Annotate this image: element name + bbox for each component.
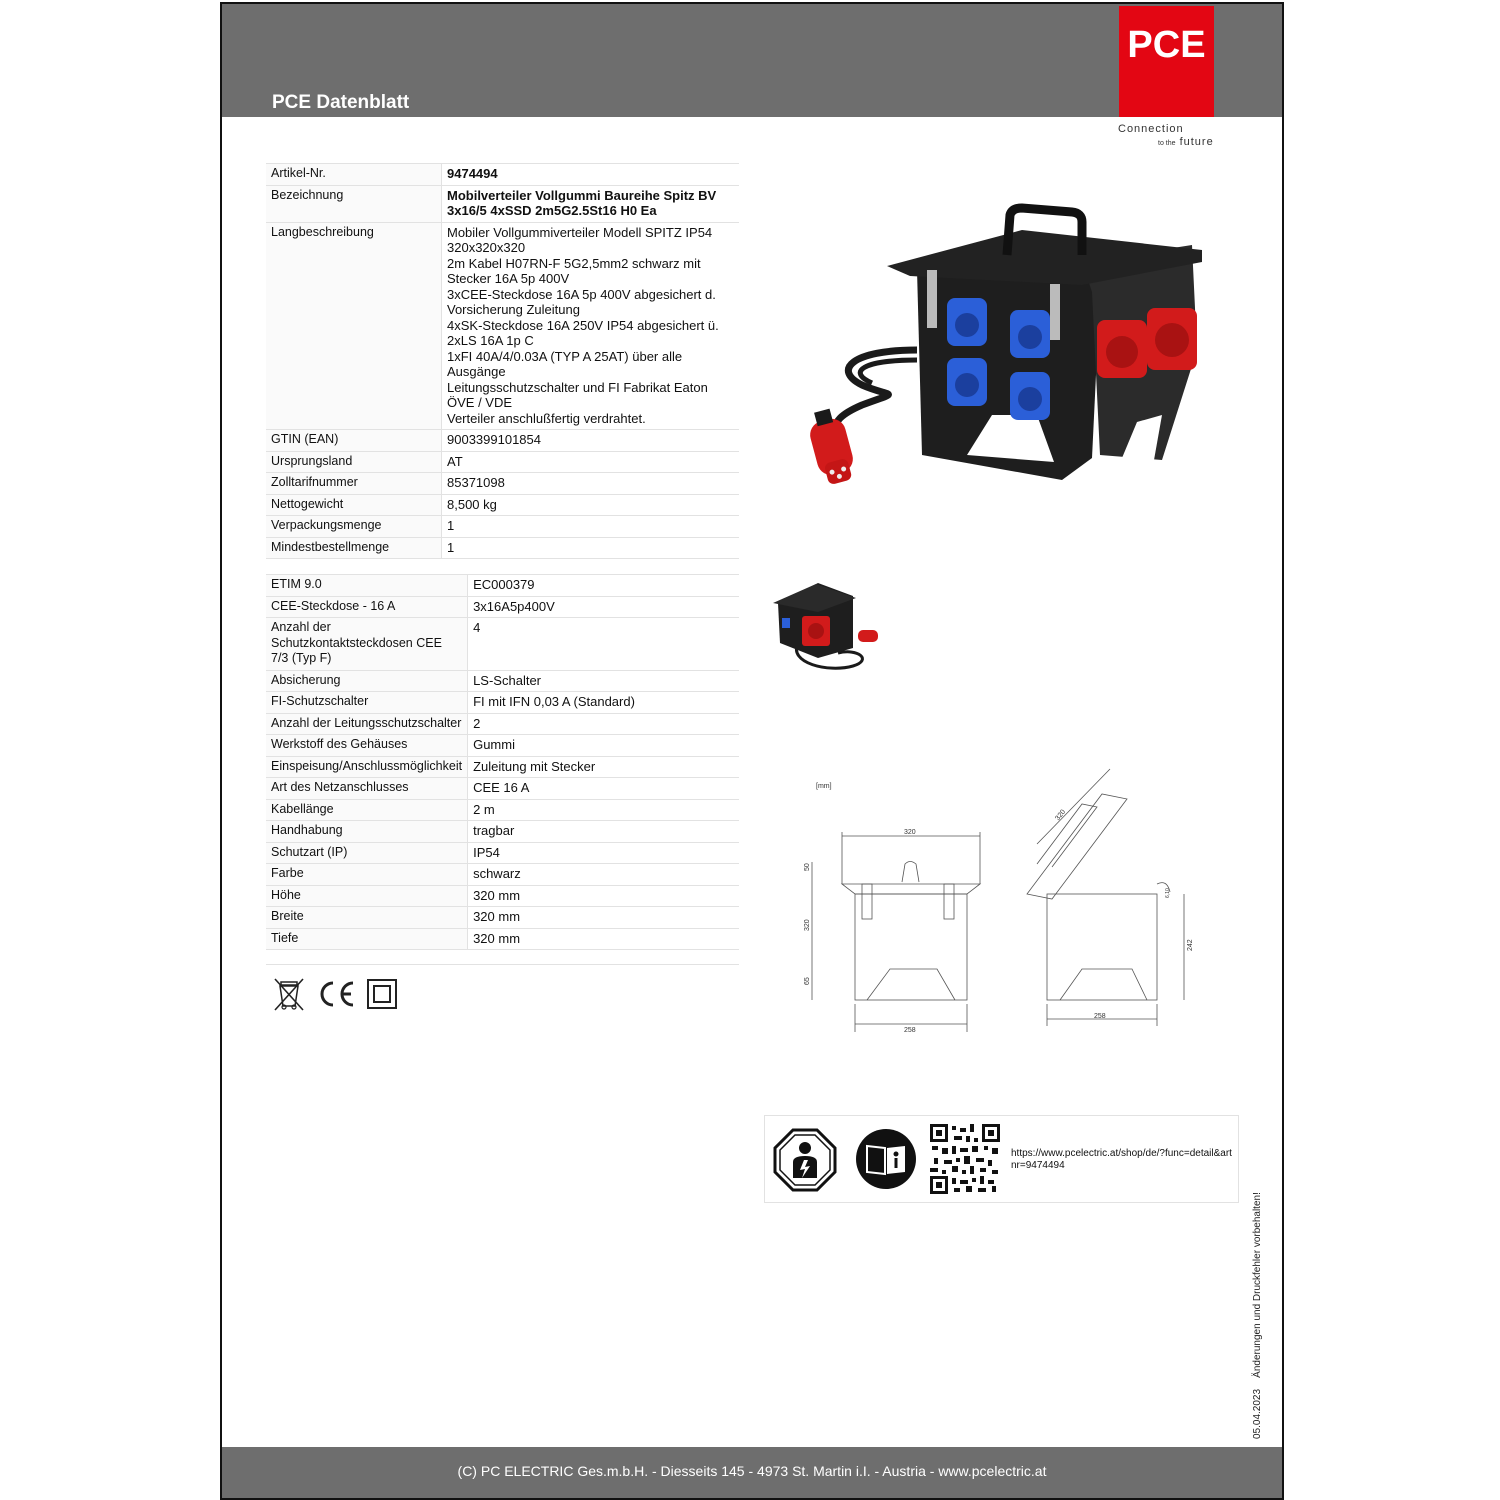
spec-label: Mindestbestellmenge [266, 537, 442, 559]
spec-label: CEE-Steckdose - 16 A [266, 596, 468, 618]
spec-label: Handhabung [266, 821, 468, 843]
spec-label: Nettogewicht [266, 494, 442, 516]
spec-value: IP54 [468, 842, 739, 864]
spec-value: 8,500 kg [442, 494, 740, 516]
spec-value: LS-Schalter [468, 670, 739, 692]
spec-row [266, 222, 739, 430]
spec-value: Mobiler Vollgummiverteiler Modell SPITZ IP54 320x320x320 2m Kabel H07RN-F 5G2,5mm2 schwarz mit Stecker 16A 5p 400V 3xCEE-Steckdose 16A 5p 400V abgesichert d. Vorsicherung Zuleitung 4xSK-Steckdose 16A 250V IP54 abgesichert ü. 2xLS 16A 1p C 1xFI 40A/4/0.03A (TYP A 25AT) über alle Ausgänge Leitungsschutzschalter und FI Fabrikat Eaton ÖVE / VDE Verteiler anschlußfertig verdrahtet. [442, 222, 740, 430]
product-image-thumbnail [768, 578, 888, 678]
spec-row [266, 885, 739, 907]
footer-text: (C) PC ELECTRIC Ges.m.b.H. - Diesseits 145 - 4973 St. Martin i.I. - Austria - www.pcelectric.at [457, 1463, 1047, 1479]
print-date: 05.04.2023 [1252, 1388, 1263, 1439]
spec-value: schwarz [468, 864, 739, 886]
spec-label: Bezeichnung [266, 185, 442, 222]
spec-label: Farbe [266, 864, 468, 886]
spec-row [266, 575, 739, 597]
spec-label: Langbeschreibung [266, 222, 442, 430]
spec-row [266, 864, 739, 886]
spec-row [266, 494, 739, 516]
spec-label: Einspeisung/Anschlussmöglichkeit [266, 756, 468, 778]
spec-label: Ursprungsland [266, 451, 442, 473]
weee-bin-icon [272, 976, 306, 1012]
spec-row [266, 692, 739, 714]
electrician-warning-icon [773, 1128, 837, 1192]
dim-side-height: 242 [1187, 939, 1194, 951]
legal-note [1252, 1192, 1263, 1439]
dim-front-base: 258 [904, 1027, 916, 1034]
spec-row [266, 821, 739, 843]
spec-label: Anzahl der Schutzkontaktsteckdosen CEE 7/3 (Typ F) [266, 618, 468, 671]
spec-value: 9003399101854 [442, 430, 740, 452]
page-title: PCE Datenblatt [272, 92, 410, 113]
spec-row [266, 670, 739, 692]
qr-code[interactable] [930, 1124, 1000, 1194]
spec-row [266, 928, 739, 950]
product-image-main [792, 200, 1212, 510]
pce-logo [1119, 6, 1214, 117]
certification-icons [272, 976, 398, 1012]
spec-value: EC000379 [468, 575, 739, 597]
spec-value: tragbar [468, 821, 739, 843]
general-specs-table [266, 163, 739, 559]
spec-row [266, 907, 739, 929]
spec-label: Kabellänge [266, 799, 468, 821]
spec-label: Tiefe [266, 928, 468, 950]
dim-front-top: 50 [804, 863, 811, 871]
dim-front-width: 320 [904, 829, 916, 836]
logo-tagline-word: future [1179, 136, 1214, 148]
spec-value: FI mit IFN 0,03 A (Standard) [468, 692, 739, 714]
spec-value: 9474494 [442, 164, 740, 186]
disclaimer: Änderungen und Druckfehler vorbehalten! [1252, 1192, 1263, 1378]
spec-value: 85371098 [442, 473, 740, 495]
spec-row [266, 185, 739, 222]
spec-row [266, 713, 739, 735]
spec-label: Breite [266, 907, 468, 929]
spec-value: 1 [442, 537, 740, 559]
spec-value: 320 mm [468, 885, 739, 907]
etim-specs-table [266, 574, 739, 950]
product-url[interactable]: https://www.pcelectric.at/shop/de/?func=detail&artnr=9474494 [1011, 1148, 1232, 1171]
spec-label: GTIN (EAN) [266, 430, 442, 452]
spec-label: Art des Netzanschlusses [266, 778, 468, 800]
ce-mark-icon [316, 979, 356, 1009]
datasheet-page [220, 2, 1284, 1500]
divider [266, 964, 739, 965]
spec-value: 2 m [468, 799, 739, 821]
spec-value: 320 mm [468, 928, 739, 950]
spec-row [266, 537, 739, 559]
spec-row [266, 516, 739, 538]
spec-label: Verpackungsmenge [266, 516, 442, 538]
spec-row [266, 596, 739, 618]
dim-side-lid: 320 [1054, 808, 1068, 823]
spec-label: Schutzart (IP) [266, 842, 468, 864]
spec-value: 4 [468, 618, 739, 671]
dim-side-small: 6,10 [1165, 888, 1171, 898]
read-manual-icon [855, 1128, 917, 1190]
logo-tagline-line1: Connection [1118, 123, 1184, 135]
spec-row [266, 778, 739, 800]
technical-drawing [792, 764, 1212, 1054]
spec-row [266, 618, 739, 671]
dim-front-height: 320 [804, 919, 811, 931]
spec-value: Zuleitung mit Stecker [468, 756, 739, 778]
spec-label: Artikel-Nr. [266, 164, 442, 186]
spec-value: 1 [442, 516, 740, 538]
spec-label: FI-Schutzschalter [266, 692, 468, 714]
spec-label: Absicherung [266, 670, 468, 692]
spec-value: Mobilverteiler Vollgummi Baureihe Spitz BV 3x16/5 4xSSD 2m5G2.5St16 H0 Ea [442, 185, 740, 222]
spec-label: Anzahl der Leitungsschutzschalter [266, 713, 468, 735]
info-box [764, 1115, 1239, 1203]
spec-row [266, 799, 739, 821]
spec-value: CEE 16 A [468, 778, 739, 800]
spec-value: 3x16A5p400V [468, 596, 739, 618]
dim-front-bottom: 65 [804, 977, 811, 985]
spec-value: 2 [468, 713, 739, 735]
logo-text: PCE [1127, 24, 1206, 66]
spec-label: ETIM 9.0 [266, 575, 468, 597]
spec-row [266, 842, 739, 864]
spec-row [266, 735, 739, 757]
spec-label: Zolltarifnummer [266, 473, 442, 495]
spec-row [266, 756, 739, 778]
spec-value: AT [442, 451, 740, 473]
logo-tagline-prefix: to the [1158, 140, 1176, 147]
protection-class-2-icon [366, 978, 398, 1010]
logo-tagline-line2 [1158, 136, 1214, 148]
spec-row [266, 430, 739, 452]
spec-label: Höhe [266, 885, 468, 907]
spec-row [266, 164, 739, 186]
spec-label: Werkstoff des Gehäuses [266, 735, 468, 757]
spec-row [266, 473, 739, 495]
footer-bar [222, 1447, 1282, 1498]
spec-value: 320 mm [468, 907, 739, 929]
spec-value: Gummi [468, 735, 739, 757]
dim-side-base: 258 [1094, 1013, 1106, 1020]
spec-row [266, 451, 739, 473]
drawing-unit-label: [mm] [816, 783, 832, 790]
